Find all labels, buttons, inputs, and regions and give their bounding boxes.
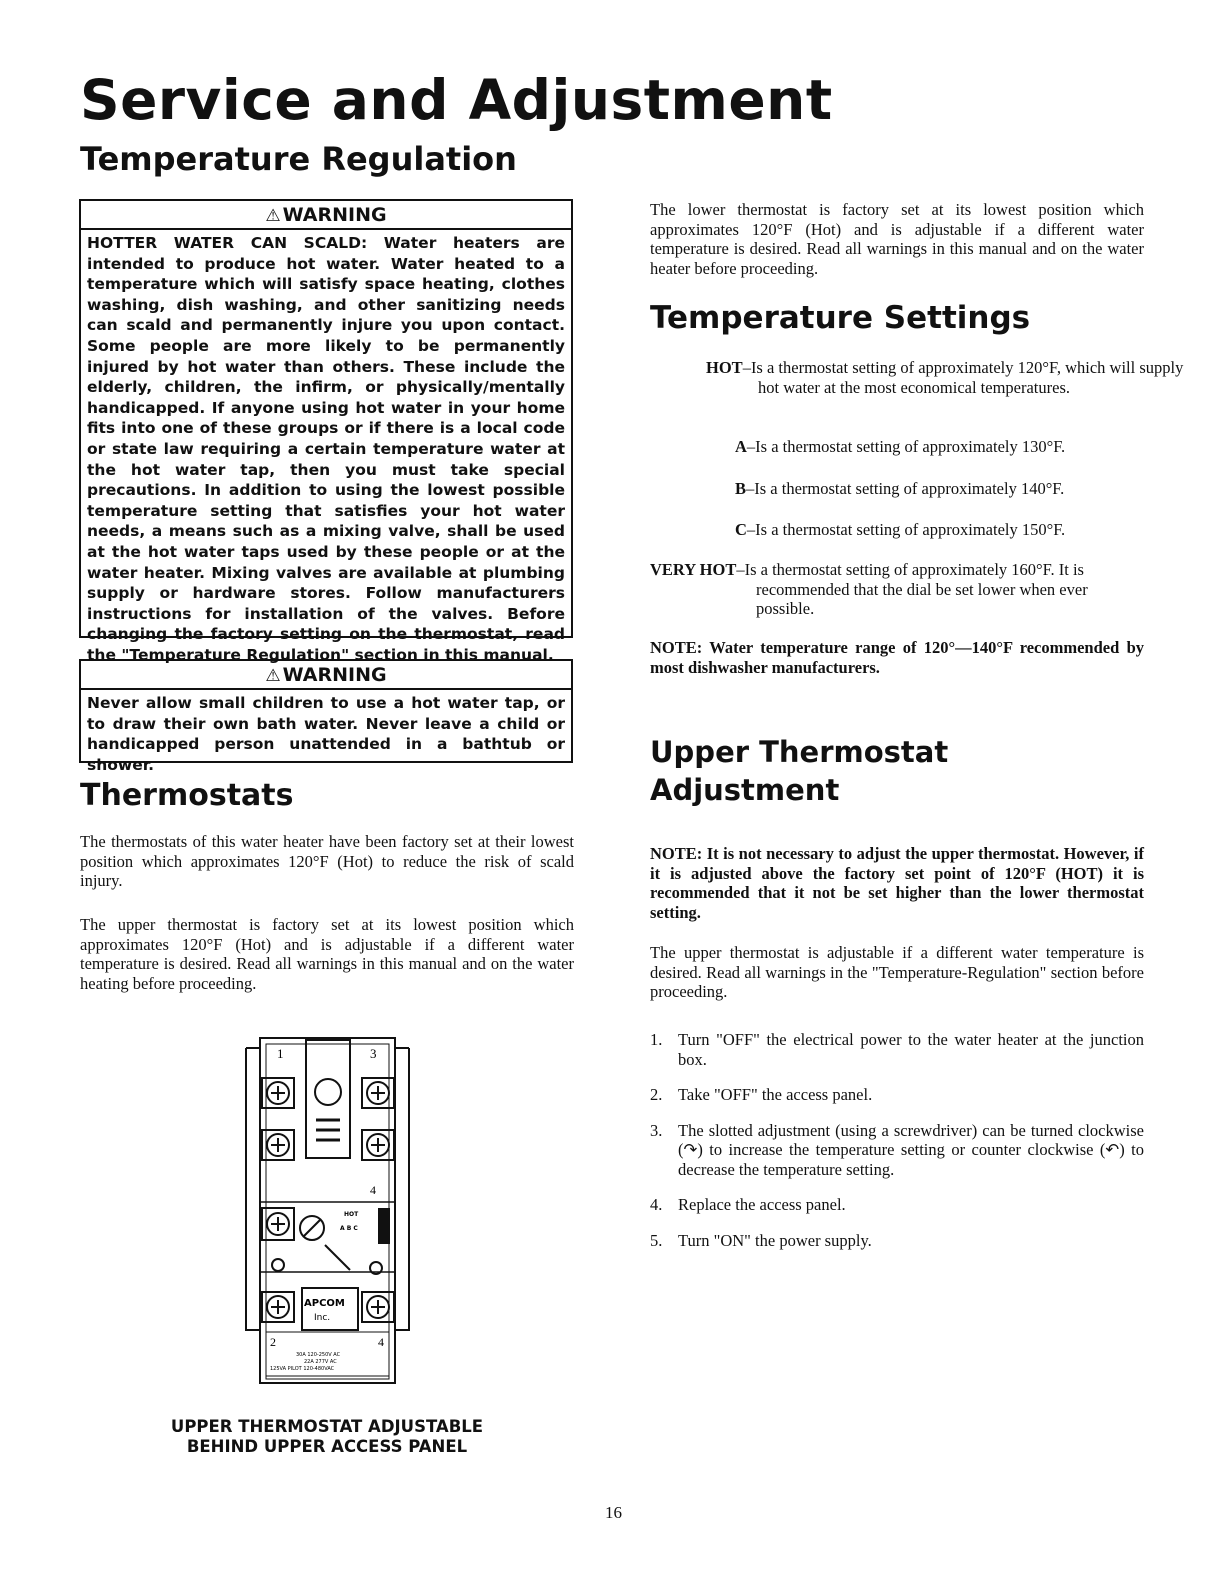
terminal-1-label: 1 — [277, 1046, 284, 1061]
step-text: Replace the access panel. — [678, 1195, 846, 1214]
setting-a-label: A — [735, 437, 747, 456]
list-item — [650, 1121, 1144, 1180]
thermostats-heading: Thermostats — [80, 778, 294, 813]
temperature-settings-heading: Temperature Settings — [650, 300, 1031, 336]
warning-triangle-icon: ⚠ — [265, 206, 281, 226]
setting-c-label: C — [735, 520, 747, 539]
list-item — [650, 1231, 1144, 1251]
rating-line-2: 22A 277V AC — [304, 1359, 337, 1365]
upper-thermostat-note: NOTE: It is not necessary to adjust the upper thermostat. However, if it is adjusted above the factory set point of 120°F (HOT) it is recommended that it not be set higher than the lower thermostat setting. — [650, 844, 1144, 922]
setting-c — [735, 520, 1144, 540]
list-item — [650, 1195, 1144, 1215]
warning-header — [81, 661, 571, 690]
setting-hot-text: –Is a thermostat setting of approximately 120°F, which will supply hot water at the most economical temperatures. — [742, 358, 1184, 397]
section-title-temperature-regulation: Temperature Regulation — [80, 140, 517, 178]
step-text: Turn "OFF" the electrical power to the water heater at the junction box. — [678, 1030, 1144, 1069]
page-title: Service and Adjustment — [80, 68, 833, 132]
warning-text: HOTTER WATER CAN SCALD: Water heaters are intended to produce hot water. Water heated to a temperature which will satisfy space heating, clothes washing, dish washing, and other sanitizing needs can scald and permanently injure you upon contact. Some people are more likely to be permanently injured by hot water than others. These include the elderly, children, the infirm, or physically/mentally handicapped. If anyone using hot water in your home fits into one of these groups or if there is a local code or state law requiring a certain temperature water at the hot water tap, then you must take special precautions. In addition to using the lowest possible temperature setting that satisfies your hot water needs, a means such as a mixing valve, shall be used at the hot water taps used by these people or at the water heater. Mixing valves are available at plumbing supply or hardware stores. Follow manufacturers instructions for installation of the valves. Before changing the factory setting on the thermostat, read the "Temperature Regulation" section in this manual. — [87, 234, 565, 664]
step-number: 4. — [650, 1195, 663, 1214]
setting-c-text: –Is a thermostat setting of approximately 150°F. — [746, 520, 1066, 539]
step-text: The slotted adjustment (using a screwdriver) can be turned clockwise (↷) to increase the temperature setting or counter clockwise (↶) to decrease the temperature setting. — [678, 1120, 1144, 1179]
scald-warning-box — [79, 199, 573, 664]
figure-caption-line-1: UPPER THERMOSTAT ADJUSTABLE — [170, 1417, 484, 1436]
warning-triangle-icon: ⚠ — [265, 666, 281, 686]
warning-label: WARNING — [282, 664, 387, 686]
setting-a-text: –Is a thermostat setting of approximately 130°F. — [746, 437, 1066, 456]
children-warning-box — [79, 659, 573, 774]
dial-letters-label: A B C — [340, 1225, 358, 1232]
step-text: Turn "ON" the power supply. — [678, 1230, 872, 1250]
figure-caption-line-2: BEHIND UPPER ACCESS PANEL — [186, 1437, 468, 1456]
setting-hot-label: HOT — [706, 358, 743, 377]
thermostats-paragraph-2: The upper thermostat is factory set at its lowest position which approximates 120°F (Hot) and is adjustable if a different water temperature is desired. Read all warnings in this manual and on the water heating before proceeding. — [80, 915, 574, 993]
dishwasher-note: NOTE: Water temperature range of 120°—140°F recommended by most dishwasher manufacturers. — [650, 638, 1144, 677]
dial-hot-label: HOT — [344, 1211, 359, 1218]
warning-text: Never allow small children to use a hot water tap, or to draw their own bath water. Never leave a child or handicapped person unattended in a bathtub or shower. — [87, 694, 565, 774]
upper-thermostat-heading — [650, 733, 948, 809]
terminal-2-label: 2 — [270, 1335, 276, 1349]
brand-sub-label: Inc. — [314, 1313, 331, 1323]
lower-thermostat-paragraph: The lower thermostat is factory set at its lowest position which approximates 120°F (Hot) and is adjustable if a different water temperature is desired. Read all warnings in this manual and on the water heater before proceeding. — [650, 200, 1144, 278]
rating-line-1: 30A 120-250V AC — [296, 1352, 341, 1358]
warning-label: WARNING — [282, 204, 387, 226]
setting-very-hot-text: –Is a thermostat setting of approximately 160°F. It is recommended that the dial be set lower when ever possible. — [736, 560, 1088, 618]
page-number: 16 — [605, 1503, 622, 1522]
setting-b-text: –Is a thermostat setting of approximately 140°F. — [746, 479, 1065, 498]
upper-thermostat-paragraph: The upper thermostat is adjustable if a different water temperature is desired. Read all warnings in the "Temperature-Regulation" section before proceeding. — [650, 943, 1144, 1001]
terminal-3-label: 3 — [370, 1046, 377, 1061]
rating-line-3: 125VA PILOT 120-480VAC — [270, 1366, 335, 1372]
setting-b — [735, 479, 1144, 499]
step-number: 1. — [650, 1030, 663, 1049]
step-number: 2. — [650, 1085, 663, 1104]
setting-hot — [706, 358, 1196, 397]
list-item — [650, 1030, 1144, 1069]
warning-header — [81, 201, 571, 230]
step-number: 5. — [650, 1230, 663, 1250]
step-number: 3. — [650, 1120, 663, 1140]
setting-very-hot — [650, 560, 1144, 619]
figure-caption — [80, 1417, 574, 1457]
upper-thermostat-heading-line-2: Adjustment — [650, 773, 840, 807]
upper-thermostat-diagram — [240, 1030, 415, 1398]
setting-a — [735, 437, 1144, 457]
terminal-4-top-label: 4 — [370, 1183, 376, 1197]
thermostats-paragraph-1: The thermostats of this water heater have been factory set at their lowest position which approximates 120°F (Hot) to reduce the risk of scald injury. — [80, 832, 574, 890]
setting-b-label: B — [735, 479, 747, 498]
step-text: Take "OFF" the access panel. — [678, 1085, 873, 1104]
upper-thermostat-heading-line-1: Upper Thermostat — [650, 735, 949, 769]
setting-very-hot-label: VERY HOT — [650, 560, 737, 579]
adjustment-steps-list — [650, 1030, 1144, 1266]
list-item — [650, 1085, 1144, 1105]
terminal-4-bottom-label: 4 — [378, 1335, 384, 1349]
brand-label: APCOM — [304, 1298, 345, 1309]
